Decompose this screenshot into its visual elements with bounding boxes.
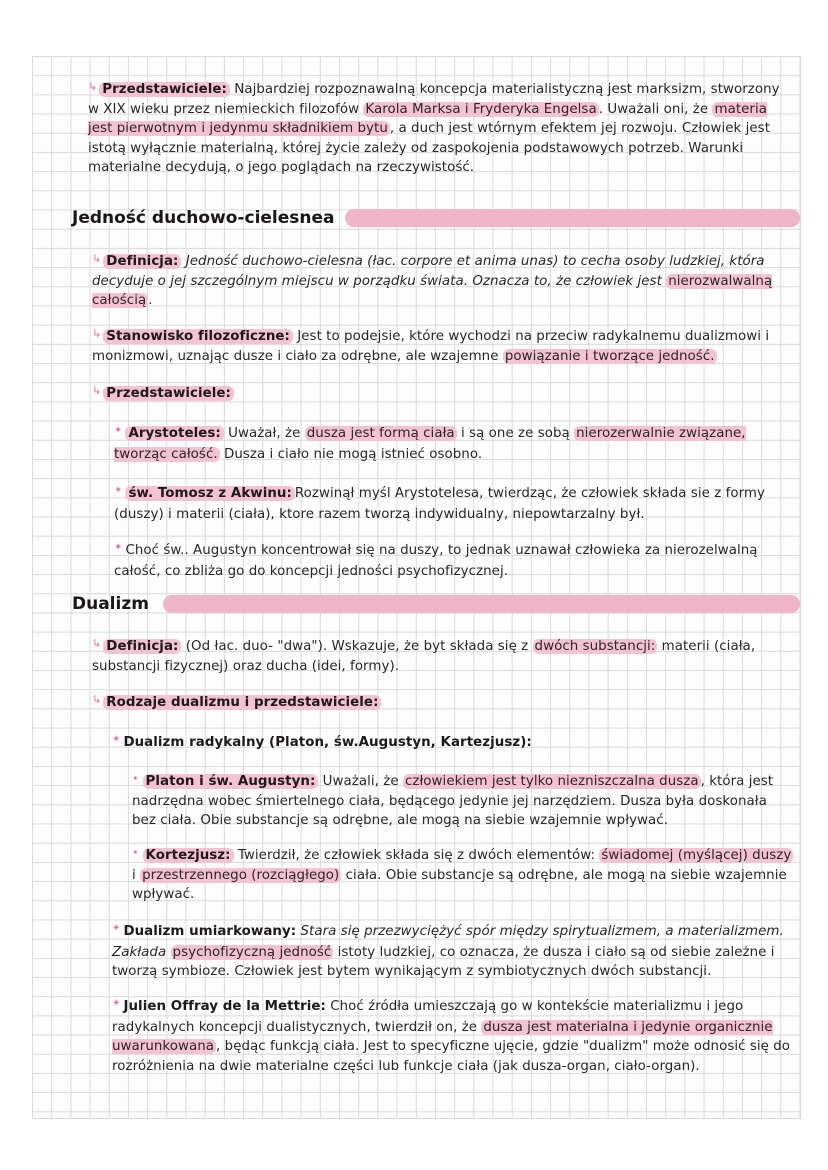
star-bullet-icon: ✦ — [112, 998, 121, 1009]
highlight-materia: materia jest pierwotnym i jedynmu składnikiem bytu — [88, 101, 767, 136]
dualizm-definicja: ↳ Definicja: (Od łac. duo- "dwa"). Wskazuje, że byt składa się z dwóch substancji: materii (ciała, substancji fizycznej) oraz ducha (idei, formy). — [92, 637, 756, 674]
tomasz-item: ✦ św. Tomosz z Akwinu: Rozwinął myśl Arystotelesa, twierdząc, że człowiek składa sie z formy (duszy) i materii (ciała), ktore razem tworzą indywidualny, niepowtarzalny był. — [114, 485, 765, 522]
curved-arrow-icon: ↳ — [92, 252, 102, 265]
star-bullet-icon: ✦ — [114, 542, 123, 553]
curved-arrow-icon: ↳ — [92, 693, 102, 706]
curved-arrow-icon: ↳ — [88, 80, 98, 93]
star-bullet-icon: ✦ — [112, 923, 121, 934]
curved-arrow-icon: ↳ — [92, 327, 102, 340]
jednosc-definicja: ↳ Definicja: Jedność duchowo-cielesna (łac. corpore et anima unas) to cecha osoby ludzkiej, która decyduje o jej szczególnym miejscu w porządku świata. Oznacza to, że człowiek jest nierozwalwalną całością . — [92, 252, 773, 308]
umiarkowany-item: ✦ Dualizm umiarkowany: Stara się przezwyciężyć spór między spirytualizmem, a materializmem. Zakłada psychofizyczną jedność istoty ludzkiej, co oznacza, że dusza i ciało są od siebie zależne i tworzą symbioze. Człowiek jest bytem wynikającym z symbiotycznych dwóch substancji. — [112, 923, 784, 979]
star-bullet-icon: ✦ — [114, 425, 123, 436]
mettrie-item: ✦ Julien Offray de la Mettrie: Choć źródła umieszczają go w kontekście materializmu i jego radykalnych koncepcji dualistycznych, twierdził on, że dusza jest materialna i jedynie organicznie uwarunkowana , będąc funkcją ciała. Jest to specyficzne ujęcie, gdzie "dualizm" może odnosić się do rozróżnienia na dwie materialne części lub funkcje ciała (jak dusza-organ, ciało-organ). — [112, 998, 791, 1074]
jednosc-przedstawiciele-label: ↳ Przedstawiciele: — [92, 384, 492, 404]
kartezjusz-item: • Kortezjusz: Twierdził, że człowiek składa się z dwóch elementów: świadomej (myślącej) duszy i przestrzennego (rozciągłego) ciała. Obie substancje są odrębne, ale mogą na siebie wzajemnie wpływać. — [132, 846, 792, 902]
highlight-marks-engels: Karola Marksa i Fryderyka Engelsa — [365, 101, 597, 117]
highlight-powiazanie: powiązanie i tworzące jedność. — [504, 348, 715, 364]
platon-item: • Platon i św. Augustyn: Uważali, że człowiekiem jest tylko niezniszczalna dusza , która jest nadrzędna wobec śmiertelnego ciała, będącego jedynie jej narzędziem. Dusza była doskonała bez ciała. Obie substancje są odrębne, ale mogą na siebie wzajemnie wpływać. — [132, 772, 774, 828]
star-bullet-icon: ✦ — [114, 485, 123, 496]
augustyn-item: ✦ Choć św.. Augustyn koncentrował się na duszy, to jednak uznawał człowieka za nierozelwalną całość, co zbliża go do koncepcji jedności psychofizycznej. — [114, 542, 758, 579]
label-przedstawiciele: Przedstawiciele: — [99, 82, 230, 97]
section-header-bar — [345, 209, 800, 227]
section-header-bar — [163, 595, 800, 613]
star-bullet-icon: ✦ — [112, 734, 121, 745]
highlight-nierozwalwalna: nierozwalwalną całością — [92, 273, 773, 308]
section-header-jednosc — [72, 208, 800, 228]
curved-arrow-icon: ↳ — [92, 384, 102, 397]
arystoteles-item: ✦ Arystoteles: Uważał, że dusza jest formą ciała i są one ze sobą nierozerwalnie związane, tworząc całość. Dusza i ciało nie mogą istnieć osobno. — [114, 425, 746, 462]
section-title: Dualizm — [72, 594, 149, 614]
jednosc-stanowisko: ↳ Stanowisko filozoficzne: Jest to podejsie, które wychodzi na przeciw radykalnemu dualizmowi i monizmowi, uznając dusze i ciało za odrębne, ale wzajemne powiązanie i tworzące jedność. — [92, 327, 770, 364]
dot-bullet-icon: • — [132, 772, 139, 785]
materializm-przedstawiciele: ↳ Przedstawiciele: Najbardziej rozpoznawalną koncepcja materialistyczną jest marksizm, stworzony w XIX wieku przez niemieckich filozofów Karola Marksa i Fryderyka Engelsa . Uważali oni, że materia jest pierwotnym i jedynmu składnikiem bytu , a duch jest wtórnym efektem jej rozwoju. Człowiek jest istotą wyłącznie materialną, której życie zależy od zaspokojenia podstawowych potrzeb. Warunki materialne decydują, o jego poglądach na rzeczywistość. — [88, 80, 780, 175]
curved-arrow-icon: ↳ — [92, 637, 102, 650]
rodzaje-label: ↳ Rodzaje dualizmu i przedstawiciele: — [92, 693, 592, 713]
section-title: Jedność duchowo-cielesnea — [72, 208, 335, 228]
radykalny-label: ✦ Dualizm radykalny (Platon, św.Augustyn, Kartezjusz): — [112, 734, 532, 750]
section-header-dualizm — [72, 594, 800, 614]
dot-bullet-icon: • — [132, 846, 139, 859]
